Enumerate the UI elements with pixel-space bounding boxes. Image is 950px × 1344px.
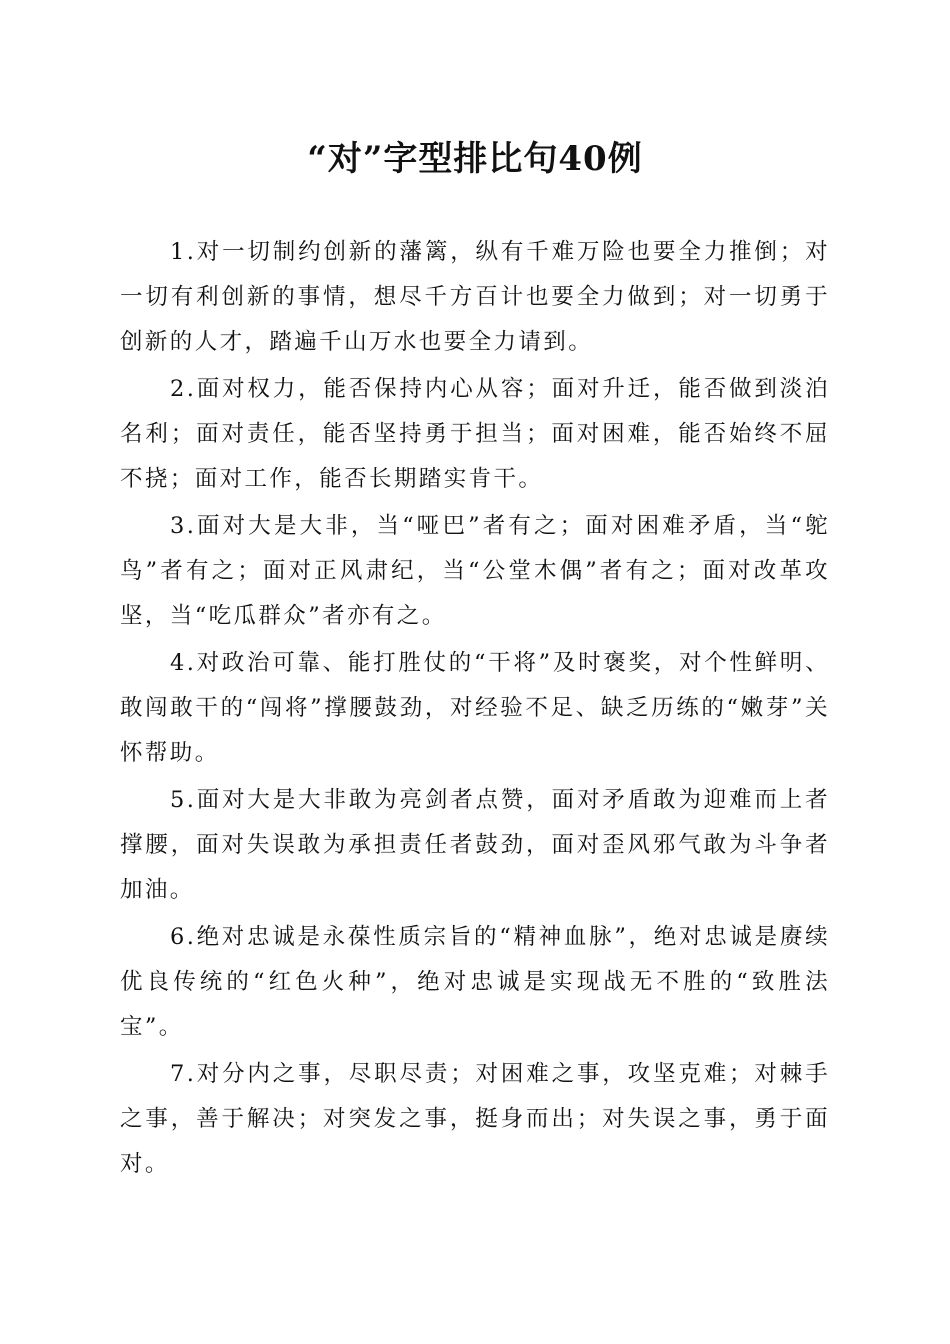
- paragraph-3: 3.面对大是大非，当“哑巴”者有之；面对困难矛盾，当“鸵鸟”者有之；面对正风肃纪，当“公堂木偶”者有之；面对改革攻坚，当“吃瓜群众”者亦有之。: [120, 513, 830, 629]
- paragraph-4: 4.对政治可靠、能打胜仗的“干将”及时褒奖，对个性鲜明、敢闯敢干的“闯将”撑腰鼓劲，对经验不足、缺乏历练的“嫩芽”关怀帮助。: [120, 650, 830, 766]
- paragraph-2: 2.面对权力，能否保持内心从容；面对升迁，能否做到淡泊名利；面对责任，能否坚持勇于担当；面对困难，能否始终不屈不挠；面对工作，能否长期踏实肯干。: [120, 376, 830, 492]
- paragraph-7: 7.对分内之事，尽职尽责；对困难之事，攻坚克难；对棘手之事，善于解决；对突发之事，挺身而出；对失误之事，勇于面对。: [120, 1061, 830, 1177]
- paragraph-1: 1.对一切制约创新的藩篱，纵有千难万险也要全力推倒；对一切有利创新的事情，想尽千方百计也要全力做到；对一切勇于创新的人才，踏遍千山万水也要全力请到。: [120, 239, 830, 355]
- paragraph-5: 5.面对大是大非敢为亮剑者点赞，面对矛盾敢为迎难而上者撑腰，面对失误敢为承担责任者鼓劲，面对歪风邪气敢为斗争者加油。: [120, 787, 830, 903]
- page-title: “对”字型排比句40例: [307, 139, 643, 179]
- document-body: [120, 230, 830, 1189]
- paragraph-6: 6.绝对忠诚是永葆性质宗旨的“精神血脉”，绝对忠诚是赓续优良传统的“红色火种”，绝对忠诚是实现战无不胜的“致胜法宝”。: [120, 924, 830, 1040]
